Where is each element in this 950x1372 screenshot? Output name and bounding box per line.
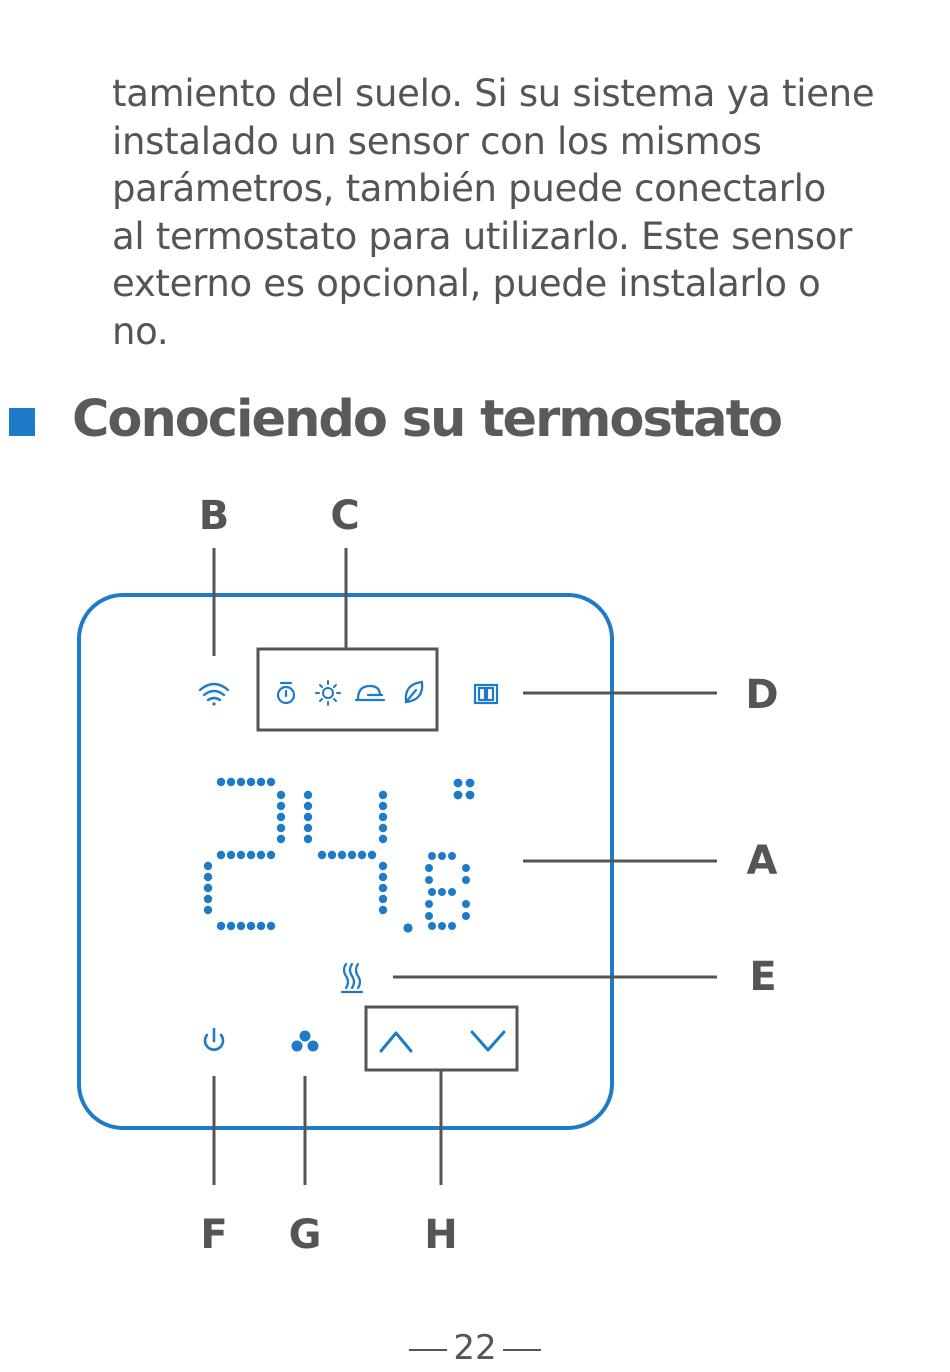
power-icon[interactable]: [205, 1029, 223, 1050]
label-c: C: [330, 493, 360, 539]
label-h: H: [424, 1212, 458, 1258]
label-e: E: [749, 954, 777, 1000]
label-g: G: [288, 1212, 322, 1258]
label-a: A: [746, 838, 778, 884]
paragraph-line: externo es opcional, puede instalarlo o: [112, 262, 821, 305]
leaf-icon: [406, 682, 422, 702]
label-d: D: [745, 672, 779, 718]
paragraph-line: al termostato para utilizarlo. Este sensor: [112, 214, 852, 258]
arrow-buttons-box: [366, 1007, 517, 1070]
sun-icon: [316, 681, 340, 705]
up-arrow-icon[interactable]: [381, 1033, 411, 1051]
mode-icons-box: [258, 649, 437, 730]
window-icon: [475, 685, 497, 703]
paragraph-line: tamiento del suelo. Si su sistema ya tiene: [112, 72, 875, 115]
label-b: B: [198, 493, 230, 539]
section-title: Conociendo su termostato: [72, 390, 782, 449]
footer-dash: [503, 1349, 541, 1351]
paragraph-line: instalado un sensor con los mismos: [112, 119, 762, 163]
label-f: F: [200, 1212, 228, 1258]
temperature-display: [204, 778, 475, 933]
page-footer: [0, 1328, 950, 1368]
page-number: 22: [453, 1328, 497, 1368]
heating-icon: [342, 964, 362, 992]
fan-icon[interactable]: [292, 1031, 319, 1052]
footer-dash: [409, 1349, 447, 1351]
paragraph-line: parámetros, también puede conectarlo: [112, 167, 826, 210]
cloud-icon: [356, 686, 384, 700]
paragraph-line: no.: [112, 309, 169, 353]
wifi-icon: [200, 684, 228, 706]
timer-icon: [278, 683, 294, 703]
down-arrow-icon[interactable]: [472, 1032, 504, 1050]
